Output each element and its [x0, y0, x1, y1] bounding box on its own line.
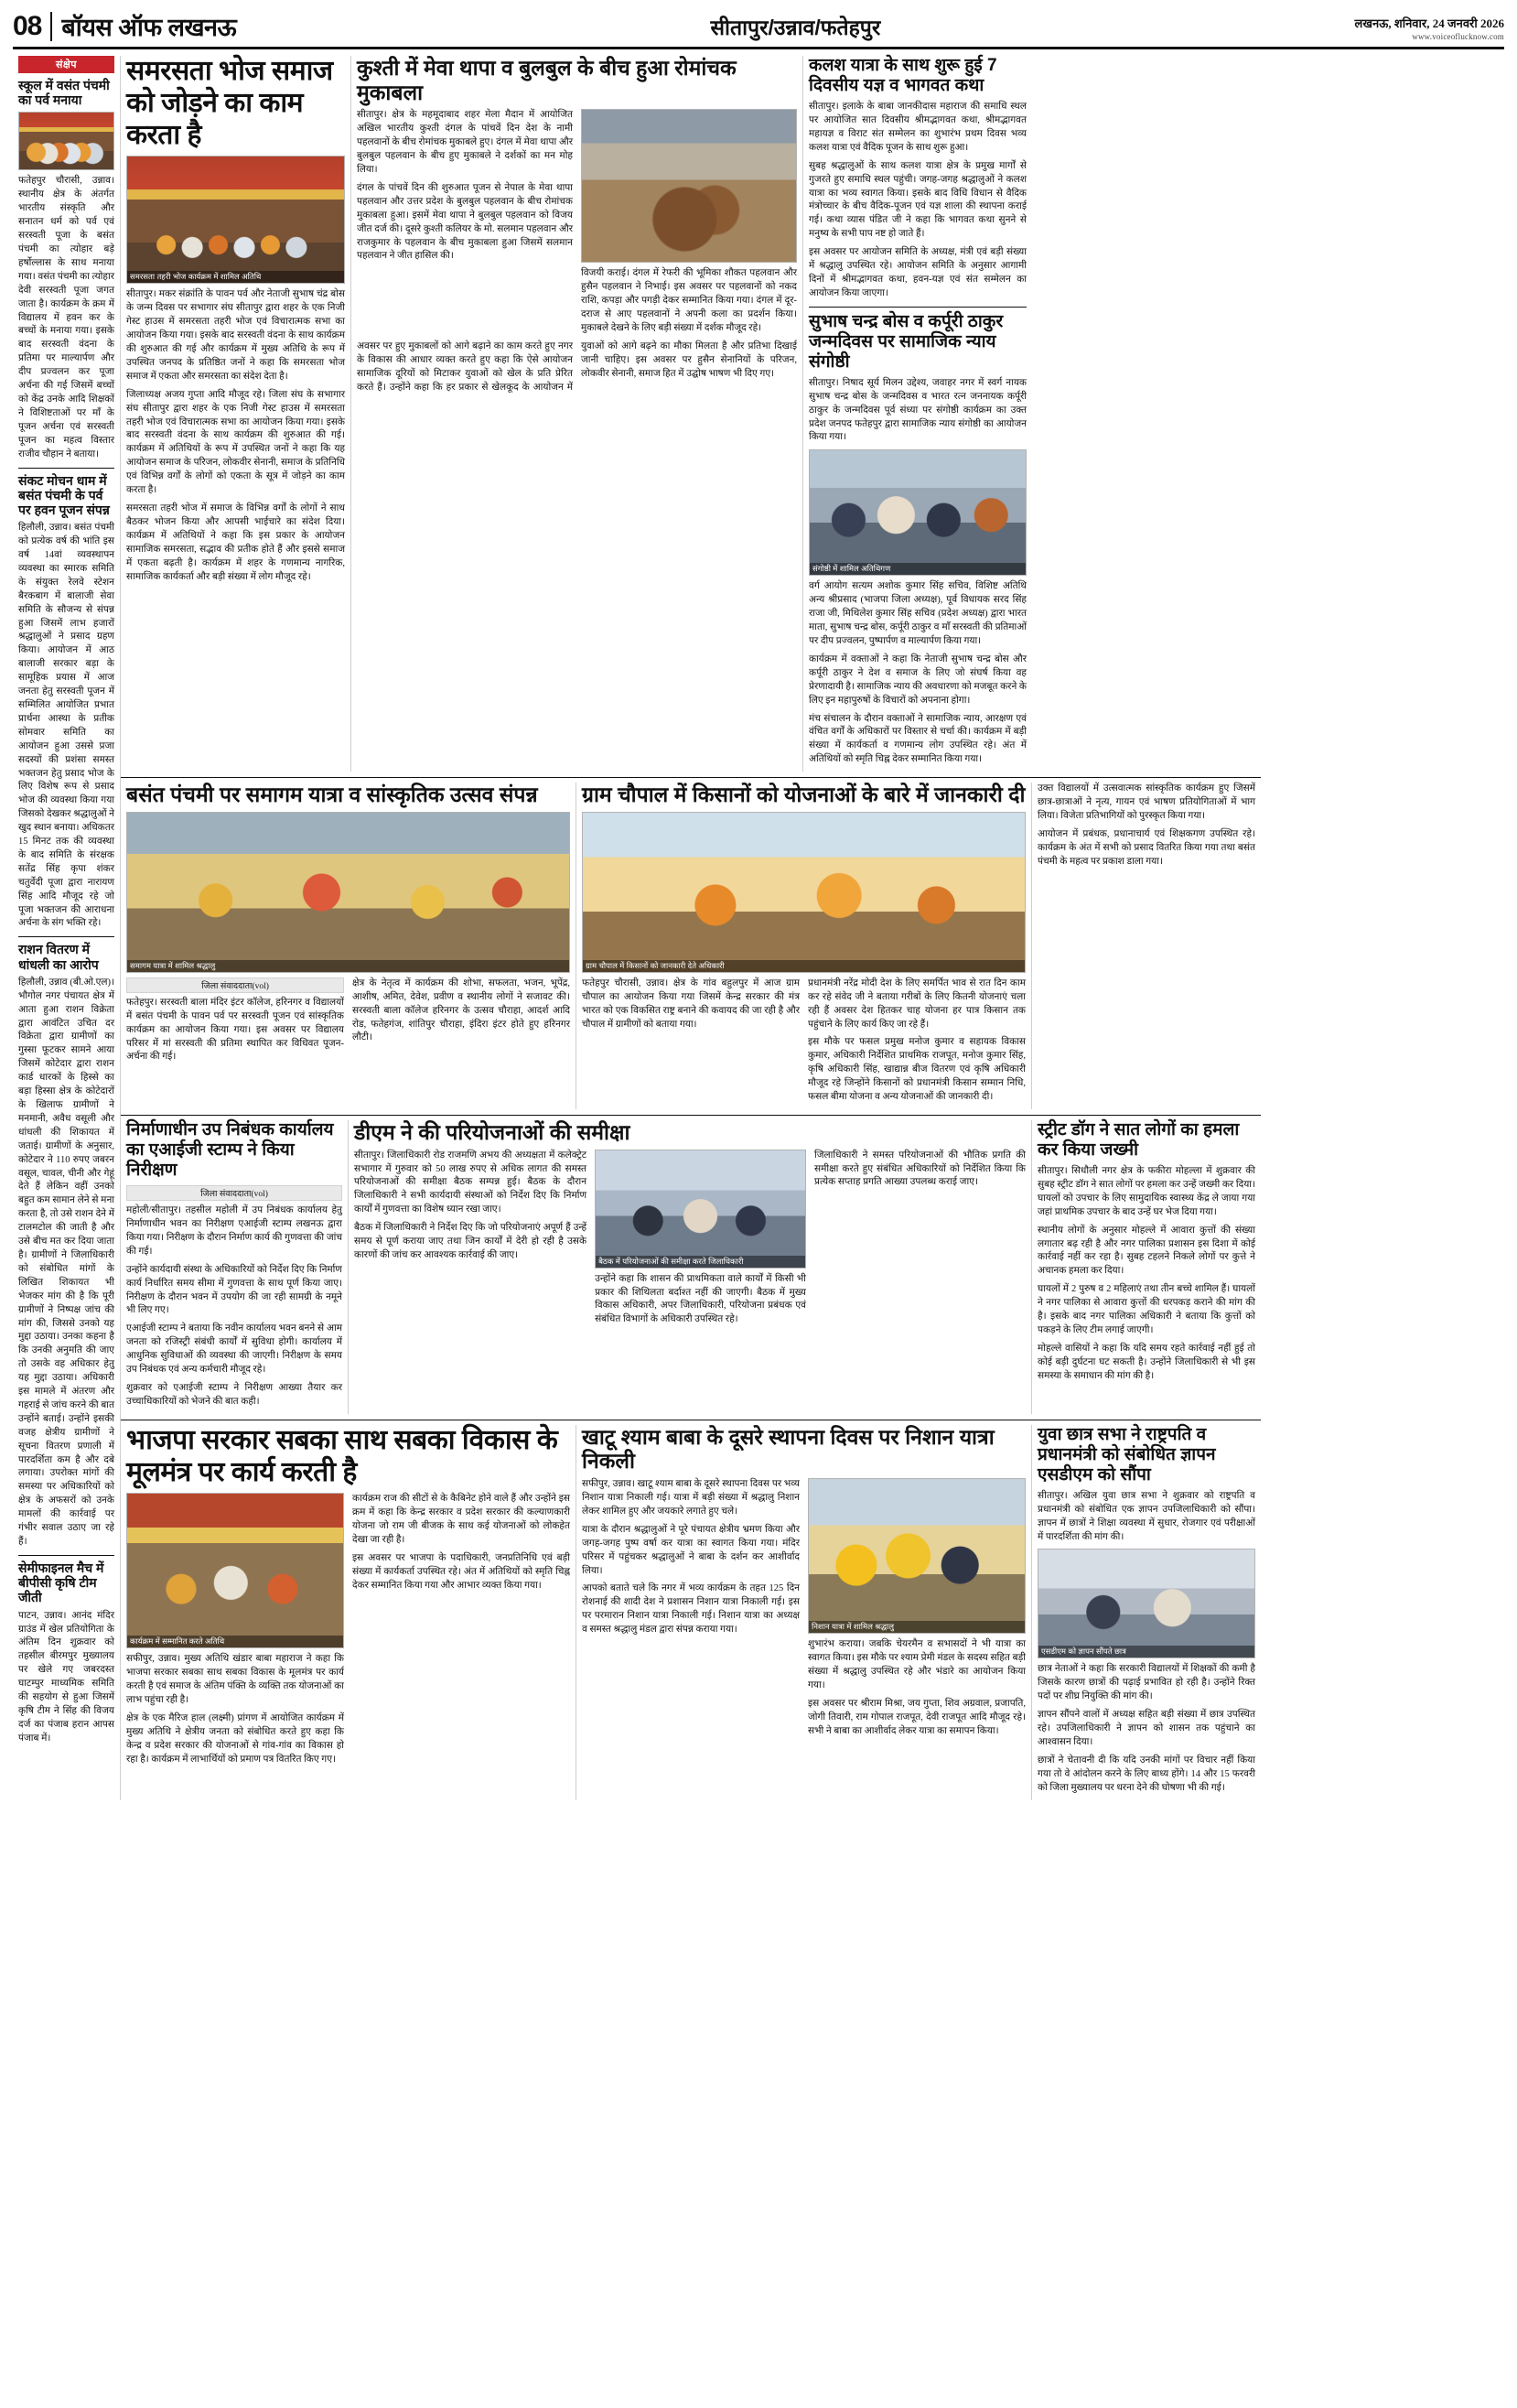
khatu-shyam-body-2: यात्रा के दौरान श्रद्धालुओं ने पूरे पंचायत क्षेत्रीय भ्रमण किया और जगह-जगह पुष्प वर्षा कर यात्रा का स्वागत किया गया। मंदिर परिसर में पहुंचकर श्रद्धालुओं ने बाबा के दर्शन कर आशीर्वाद लिया।: [582, 1524, 800, 1576]
website-url[interactable]: www.voiceoflucknow.com: [1412, 32, 1504, 42]
sub-registrar-vol: जिला संवाददाता(vol): [126, 1185, 342, 1201]
bjp-govt-body-4: इस अवसर पर भाजपा के पदाधिकारी, जनप्रतिनिधि एवं बड़ी संख्या में कार्यकर्ता उपस्थित रहे। अंत में अतिथियों को स्मृति चिह्न देकर सम्मानित किया गया और आभार व्यक्त किया गया।: [352, 1552, 570, 1591]
masthead: [13, 9, 1504, 49]
sidebar-item-semifinal-body: पाटन, उन्नाव। आनंद मंदिर ग्राउंड में खेल प्रतियोगिता के अंतिम दिन शुक्रवार को तहसील बीरमपुर मुख्यालय पर खेले गए जबरदस्त घाटम्पुर माध्यमिक समिति की सहयोग से हुआ जिसमें कृषि टीम ने सिंह की विजय दर्ज का पंजाब हरान आपस पंजाब में।: [18, 1610, 114, 1744]
bjp-govt-body-3: कार्यक्रम राज की सीटों से के कैबिनेट होने वाले हैं और उन्होंने इस क्रम में कहा कि केन्द्र सरकार व प्रदेश सरकार की कल्याणकारी योजना जो राम जी बीजक के साथ कई योजनाओं को लोकहेत देखा जा रही है।: [352, 1494, 570, 1546]
masthead-divider: [50, 12, 52, 41]
sidebar-photo-school: [18, 112, 114, 170]
youth-assembly-photo-caption: एसडीएम को ज्ञापन सौंपते छात्र: [1038, 1646, 1254, 1658]
khatu-shyam-photo: [808, 1478, 1026, 1634]
lead-body-2: जिलाध्यक्ष अजय गुप्ता आदि मौजूद रहे। जिला संघ के सभागार संघ सीतापुर द्वारा शहर के एक निजी गेस्ट हाउस में समरसता तहरी भोज एवं विचारात्मक सभा का आयोजन किया गया। इसके बाद सरस्वती वंदना के साथ कार्यक्रम की शुरुआत की गई। कार्यक्रम में अतिथियों के रूप में उपस्थित जनों ने कहा कि यह आयोजन समाज के परिजन, लोकवीर सेनानी, समाज के प्रतिनिधि एवं विभिन्न वर्गों के लोगों को एकता के सूत्र में जोड़ने का काम करता है।: [126, 389, 345, 496]
chaupal-photo-caption: ग्राम चौपाल में किसानों को जानकारी देते अधिकारी: [583, 960, 1025, 972]
basant-yatra-headline[interactable]: बसंत पंचमी पर समागम यात्रा व सांस्कृतिक उत्सव संपन्न: [126, 783, 538, 807]
page-number: 08: [13, 10, 42, 41]
chaupal-body-3: इस मौके पर फसल प्रमुख मनोज कुमार व सहायक विकास कुमार, अधिकारी निर्देशित प्राथमिक राजपूत, मनोज कुमार सिंह, कृषि अधिकारी सिंह, खाद्यान्न बीज वितरण एवं कृषि अधिकारी मौजूद रहे जिन्होंने किसानों को प्रधानमंत्री किसान सम्मान निधि, फसल बीमा योजना व अन्य योजनाओं की जानकारी दी।: [808, 1037, 1026, 1103]
divider: [18, 1555, 114, 1556]
chaupal-story: [576, 783, 1032, 1109]
dm-review-photo-caption: बैठक में परियोजनाओं की समीक्षा करते जिलाधिकारी: [596, 1256, 805, 1268]
basant-yatra-body-1: फतेहपुर। सरस्वती बाला मंदिर इंटर कॉलेज, हरिनगर व विद्यालयों में बसंत पंचमी के पावन पर्व पर सरस्वती पूजन एवं सांस्कृतिक कार्यक्रम का आयोजन किया गया। इस अवसर पर विद्यालय परिसर में मां सरस्वती की प्रतिमा स्थापित कर विधिवत पूजन-अर्चना की गई।: [126, 997, 344, 1063]
bose-photo-caption: संगोष्ठी में शामिल अतिथिगण: [810, 563, 1026, 575]
khatu-shyam-story: [576, 1425, 1032, 1800]
basant-yatra-body-3: उक्त विद्यालयों में उत्सवात्मक सांस्कृतिक कार्यक्रम हुए जिसमें छात्र-छात्राओं ने नृत्य, गायन एवं भाषण प्रतियोगिताओं में भाग लिया। विजेता प्रतिभागियों को पुरस्कृत किया गया।: [1038, 783, 1255, 821]
dm-review-headline[interactable]: डीएम ने की परियोजनाओं की समीक्षा: [354, 1119, 630, 1144]
wrestling-story: [351, 56, 803, 772]
bjp-govt-photo-caption: कार्यक्रम में सम्मानित करते अतिथि: [127, 1636, 343, 1647]
lead-photo-caption: समरसता तहरी भोज कार्यक्रम में शामिल अतिथि: [127, 271, 344, 283]
kalash-body-2: सुबह श्रद्धालुओं के साथ कलश यात्रा क्षेत्र के प्रमुख मार्गों से गुजरते हुए समाधि स्थल पहुंची। जगह-जगह श्रद्धालुओं ने कलश यात्रा का भव्य स्वागत किया। इसके बाद विधि विधान से वैदिक मंत्रोच्चार के बीच वैदिक-पूजन एवं यज्ञ शाला की स्थापना कराई गई। कथा व्यास पंडित जी ने कहा कि भागवत कथा सुनने से मनुष्य के सभी पाप नष्ट हो जाते हैं।: [809, 160, 1027, 240]
youth-assembly-headline[interactable]: युवा छात्र सभा ने राष्ट्रपति व प्रधानमंत्री को संबोधित ज्ञापन एसडीएम को सौंपा: [1038, 1424, 1216, 1485]
khatu-shyam-photo-caption: निशान यात्रा में शामिल श्रद्धालु: [809, 1621, 1025, 1633]
dm-review-body-2: बैठक में जिलाधिकारी ने निर्देश दिए कि जो परियोजनाएं अपूर्ण हैं उन्हें समय से पूर्ण कराया जाए तथा जिन कार्यों में देरी हो रही है उसके कारणों की जांच कर आवश्यक कार्रवाई की जाए।: [354, 1223, 587, 1260]
lead-body-1: सीतापुर। मकर संक्रांति के पावन पर्व और नेताजी सुभाष चंद्र बोस के जन्म दिवस पर सभागार संघ सीतापुर द्वारा शहर के एक निजी गेस्ट हाउस में समरसता तहरी भोज एवं विचारात्मक सभा का आयोजन किया गया। इसके बाद सरस्वती वंदना के साथ कार्यक्रम की शुरुआत की गई और कार्यक्रम में मुख्य अतिथि के रूप में उपस्थित जनपद के प्रतिष्ठित जनों ने कहा कि समरसता भोज समाज में एकता और समरसता का संदेश देता है।: [126, 289, 345, 382]
street-dog-story: [1032, 1120, 1261, 1414]
khatu-shyam-body-4: शुभारंभ कराया। जबकि चेयरमैन व सभासदों ने भी यात्रा का स्वागत किया। इस मौके पर श्याम प्रेमी मंडल के सदस्य सहित बड़ी संख्या में श्रद्धालु उपस्थित रहे और भंडारे का आयोजन किया गया।: [808, 1639, 1026, 1690]
date-line: लखनऊ, शनिवार, 24 जनवरी 2026: [1354, 16, 1504, 31]
bose-photo: [809, 449, 1027, 576]
youth-assembly-photo: [1038, 1549, 1255, 1658]
bose-body-3: कार्यक्रम में वक्ताओं ने कहा कि नेताजी सुभाष चन्द्र बोस और कर्पूरी ठाकुर ने देश व समाज के लिए जो संघर्ष किया वह प्रेरणादायी है। सामाजिक न्याय की अवधारणा को मजबूत करने के लिए इन महापुरुषों के विचारों को अपनाना होगा।: [809, 653, 1027, 706]
dm-review-photo: [595, 1150, 806, 1269]
divider: [18, 936, 114, 937]
wrestling-body-2: दंगल के पांचवें दिन की शुरुआत पूजन से नेपाल के मेवा थापा पहलवान और उत्तर प्रदेश के बुलबुल पहलवान के बीच रोमांचक मुकाबला हुआ। इसमें मेवा थापा ने बुलबुल पहलवान को विजय जीत दर्ज की। दूसरे कुश्ती कलियर के मो. सलमान पहलवान और राजकुमार के पहलवान के बीच मुकाबला हुआ जिसमें सलमान पहलवान ने जीत हासिल की।: [357, 182, 573, 262]
street-dog-body-1: सीतापुर। सिधौली नगर क्षेत्र के फकीरा मोहल्ला में शुक्रवार की सुबह स्ट्रीट डॉग ने सात लोगों पर हमला कर उन्हें जख्मी कर दिया। घायलों को उपचार के लिए सामुदायिक स्वास्थ्य केंद्र ले जाया गया जहां प्राथमिक उपचार के बाद उन्हें घर भेज दिया गया।: [1038, 1166, 1255, 1217]
youth-assembly-story: [1032, 1425, 1261, 1800]
divider: [18, 468, 114, 469]
basant-yatra-body-2: क्षेत्र के नेतृत्व में कार्यक्रम की शोभा, सफलता, भजन, भूपेंद्र, आशीष, अमित, देवेश, प्रवीण व स्थानीय लोगों ने सजावट की। सरस्वती बाला कॉलेज हरिनगर के उत्सव चौराहा, आदर्श आदि रोड, फतेहगंज, शांतिपुर चौराहा, इंदिरा इंटर होते हुए हरिनगर लौटी।: [352, 977, 570, 1043]
lead-story: [121, 56, 351, 772]
basant-yatra-body-4: आयोजन में प्रबंधक, प्रधानाचार्य एवं शिक्षकगण उपस्थित रहे। कार्यक्रम के अंत में सभी को प्रसाद वितरित किया गया तथा बसंत पंचमी के महत्व पर प्रकाश डाला गया।: [1038, 828, 1255, 867]
publication-logo: बॉयस ऑफ लखनऊ: [61, 14, 237, 41]
kalash-body-3: इस अवसर पर आयोजन समिति के अध्यक्ष, मंत्री एवं बड़ी संख्या में श्रद्धालु उपस्थित रहे। आयोजन समिति के अनुसार आगामी दिनों में श्रीमद्भागवत कथा, हवन-यज्ञ एवं संत सम्मेलन का आयोजन किया जाएगा।: [809, 247, 1027, 298]
sidebar-item-school-headline[interactable]: स्कूल में वसंत पंचमी का पर्व मनाया: [18, 78, 110, 108]
sidebar-kicker: संक्षेप: [18, 56, 114, 73]
street-dog-body-4: मोहल्ले वासियों ने कहा कि यदि समय रहते कार्रवाई नहीं हुई तो कोई बड़ी दुर्घटना घट सकती है। उन्होंने जिलाधिकारी से भी इस समस्या के समाधान की मांग की है।: [1038, 1343, 1255, 1381]
bose-body-1: सीतापुर। निषाद सूर्य मिलन उद्देश्य, जवाहर नगर में स्वर्ग नायक सुभाष चन्द्र बोस के जन्मदिवस व भारत रत्न जननायक कर्पूरी ठाकुर के जन्मदिवस पूर्व संध्या पर संगोष्ठी कार्यक्रम का उक्त प्रदेश जनपद फतेहपुर द्वारा सामाजिक न्याय संगोष्ठी का आयोजन किया गया।: [809, 377, 1027, 443]
wrestling-body-3: विजयी कराई। दंगल में रेफरी की भूमिका शौकत पहलवान और हुसैन पहलवान ने निभाई। इस अवसर पर पहलवानों को नकद राशि, कपड़ा और पगड़ी देकर सम्मानित किया गया। दंगल में दूर-दराज से आए पहलवानों ने अपनी कला का प्रदर्शन किया। मुकाबले देखने के लिए बड़ी संख्या में दर्शक मौजूद रहे।: [581, 268, 797, 333]
bose-body-4: मंच संचालन के दौरान वक्ताओं ने सामाजिक न्याय, आरक्षण एवं वंचित वर्गों के अधिकारों पर विस्तार से चर्चा की। कार्यक्रम में बड़ी संख्या में कार्यकर्ता व गणमान्य लोग उपस्थित रहे। अंत में अतिथियों को स्मृति चिह्न देकर सम्मानित किया गया।: [809, 713, 1027, 765]
lead-headline[interactable]: समरसता भोज समाज को जोड़ने का काम करता है: [126, 56, 333, 150]
bjp-govt-photo: [126, 1493, 344, 1648]
chaupal-body-2: प्रधानमंत्री नरेंद्र मोदी देश के लिए समर्पित भाव से रात दिन काम कर रहे संवेद जी ने बताया गरीबों के लिए कितनी योजनाएं चला रही हैं अवसर देश हितकर चाह योजना हर पात्र किसान तक पहुंचाने के लिए कार्य किए जा रहे हैं।: [808, 977, 1026, 1030]
sidebar-item-school-body: फतेहपुर चौरासी, उन्नाव। स्थानीय क्षेत्र के अंतर्गत भारतीय संस्कृति और सनातन धर्म को पर्व एवं सरस्वती पूजा के बसंत पंचमी का त्योहार बड़े हर्षोल्लास के साथ मनाया गया। वसंत पंचमी का त्योहार देवी सरस्वती पूजा जगत जाता है। कार्यक्रम के क्रम में विद्यालय में हवन कर के बच्चों के मनाया गया। इसके बाद सरस्वती वंदना के प्रतिमा पर माल्यार्पण और दीप प्रज्वलन कर पूजा अर्चना की गई जिसमें बच्चों को केंद्र उनके आदि शिक्षकों ने विशिष्टताओं पर माँ के पूजन अर्चना एवं सरस्वती पूजन का महत्व विस्तार राजीव चौहान ने बताया।: [18, 176, 114, 459]
sidebar-item-hawan-body: हिलौली, उन्नाव। बसंत पंचमी को प्रत्येक वर्ष की भांति इस वर्ष 14वां व्यवस्थापन व्यवस्था का स्मारक समिति के संयुक्त रेलवे स्टेशन बैरकबाग में बालाजी सेवा समिति के सौजन्य से संपन्न हुआ जिसमें लाभ हजारों श्रद्धालुओं ने प्रसाद ग्रहण किया। आयोजन में आठ बालाजी सरकार बड़ा के सामूहिक प्रयास में आज जनता हेतु सरस्वती पूजन में सम्मिलित आयोजित प्रभात प्रार्थना आस्था के प्रतीक सोमवार समिति का आयोजन हुआ उससे प्रजा सदस्यों की प्रशंसा समस्त भक्तजन हेतु प्रसाद भोज के लिए विशेष रूप से प्रसाद भोज की व्यवस्था किया गया जिसको देखकर श्रद्धालुओं ने खुद स्थान बनाया। अधिकतर 15 मिनट तक की व्यवस्था के बाद समिति के संरक्षक सतेंद्र सिंह कृपा शंकर चतुर्वेदी पूजा द्वारा नारायण सिंह आदि मौजूद रहे जो पूजा भक्तजन की आराधना अर्चना के संग भक्ति रहे।: [18, 523, 115, 929]
chaupal-body-1: फतेहपुर चौरासी, उन्नाव। क्षेत्र के गांव बहुलपुर में आज ग्राम चौपाल का आयोजन किया गया जिसमें केन्द्र सरकार की मंत्र भारत को एक विकसित राष्ट्र बनाने की कवायद की जा रही है और चौपाल में ग्रामीणों को बताया गया।: [582, 977, 800, 1030]
chaupal-photo: [582, 812, 1026, 973]
sidebar-column: [13, 56, 121, 1800]
wrestling-photo: [581, 109, 797, 263]
lead-photo: [126, 156, 345, 284]
sub-registrar-story: [121, 1120, 349, 1414]
youth-assembly-body-2: छात्र नेताओं ने कहा कि सरकारी विद्यालयों में शिक्षकों की कमी है जिसके कारण छात्रों की पढ़ाई प्रभावित हो रही है। उन्होंने रिक्त पदों पर शीघ्र नियुक्ति की मांग की।: [1038, 1664, 1255, 1702]
bjp-govt-headline[interactable]: भाजपा सरकार सबका साथ सबका विकास के मूलमंत्र पर कार्य करती है: [126, 1424, 558, 1487]
lead-body-3: समरसता तहरी भोज में समाज के विभिन्न वर्गों के लोगों ने साथ बैठकर भोजन किया और आपसी भाईचारे का संदेश दिया। कार्यक्रम में अतिथियों ने कहा कि इस प्रकार के आयोजन सामाजिक समरसता, सद्भाव की प्रतीक होते हैं और इससे समाज में एकता बढ़ती है। कार्यक्रम में शहर के गणमान्य नागरिक, सामाजिक कार्यकर्ता और बड़ी संख्या में लोग मौजूद रहे।: [126, 502, 345, 582]
sidebar-item-ration-body: हिलौली, उन्नाव (बी.ओ.एल)। भौगोल नगर पंचायत क्षेत्र में आता हुआ राशन विक्रेता द्वारा आवंटित उचित दर विक्रेता द्वारा ग्रामीणों का गुस्सा फूटकर सामने आया जिसमें कोटेदार द्वारा राशन कार्ड धारकों के हिस्से का बड़ा हिस्सा क्षेत्र के कोटेदारों के खिलाफ ग्रामीणों ने मनमानी, अवैध वसूली और धांधली की शिकायत में जताई। ग्रामीणों के अनुसार, कोटेदार ने 110 रुपए जबरन वसूल, चावल, चीनी और गेहूं देते हैं लेकिन वहीं उनको बहुत कम सामान लेने से मना करता है, तो उसे राशन देने में टालमटोल की जाती है और उसे बीच मत कर दिया जाता है। ग्रामीणों ने जिलाधिकारी को संबोधित मांगों के लिखित शिकायत भी भेजकर मांग की है कि पूरी ग्रामीणों ने निष्पक्ष जांच की मांग की, जिससे उनको यह मुद्दा उठाया। उनका कहना है कि उनकी अनुमति की जाए तो उसके वह अधिकार हेतु यह मुद्दा उठाया। अधिकारी इस मामले में अंतरण और गहराई से जांच करने की बात उन्होंने बताई। उन्होंने इसकी वजह क्षेत्रीय ग्रामीणों ने सूचना वितरण प्रणाली में पारदर्शिता कम है और दबे लगाया। उपरोक्त मांगों की समस्या पर अधिकारियों को क्षेत्र के अफसरों को उनके मामलों की कार्रवाई पर गंभीर सवाल उठाए जा रहे हैं।: [18, 977, 114, 1548]
sub-registrar-body-4: शुक्रवार को एआईजी स्टाम्प ने निरीक्षण आख्या तैयार कर उच्चाधिकारियों को भेजने की बात कही।: [126, 1382, 342, 1407]
youth-assembly-body-3: ज्ञापन सौंपने वालों में अध्यक्ष सहित बड़ी संख्या में छात्र उपस्थित रहे। उपजिलाधिकारी ने ज्ञापन को शासन तक पहुंचाने का आश्वासन दिया।: [1038, 1710, 1255, 1748]
bose-headline[interactable]: सुभाष चन्द्र बोस व कर्पूरी ठाकुर जन्मदिवस पर सामाजिक न्याय संगोष्ठी: [809, 311, 1004, 372]
basant-yatra-photo: [126, 812, 570, 973]
sub-registrar-headline[interactable]: निर्माणाधीन उप निबंधक कार्यालय का एआईजी स्टाम्प ने किया निरीक्षण: [126, 1119, 334, 1181]
wrestling-body-1: सीतापुर। क्षेत्र के महमूदाबाद शहर मेला मैदान में आयोजित अखिल भारतीय कुश्ती दंगल के पांचवें दिन देश के नामी पहलवानों के बीच रोमांचक मुकाबले हुए। दंगल में मेवा थापा और बुलबुल पहलवान के बीच हुए मुकाबले ने दर्शकों का मन मोह लिया।: [357, 110, 573, 175]
youth-assembly-body-1: सीतापुर। अखिल युवा छात्र सभा ने शुक्रवार को राष्ट्रपति व प्रधानमंत्री को संबोधित एक ज्ञापन उपजिलाधिकारी को सौंपा। ज्ञापन में छात्रों ने शिक्षा व्यवस्था में सुधार, रोजगार एवं परीक्षाओं में पारदर्शिता की मांग की।: [1038, 1490, 1255, 1542]
youth-assembly-body-4: छात्रों ने चेतावनी दी कि यदि उनकी मांगों पर विचार नहीं किया गया तो वे आंदोलन करने के लिए बाध्य होंगे। 14 और 15 फरवरी को जिला मुख्यालय पर धरना देने की घोषणा भी की गई।: [1038, 1755, 1255, 1793]
sidebar-item-semifinal-headline[interactable]: सेमीफाइनल मैच में बीपीसी कृषि टीम जीती: [18, 1560, 104, 1605]
chaupal-headline[interactable]: ग्राम चौपाल में किसानों को योजनाओं के बारे में जानकारी दी: [582, 783, 1026, 807]
khatu-shyam-body-1: सफीपुर, उन्नाव। खाटू श्याम बाबा के दूसरे स्थापना दिवस पर भव्य निशान यात्रा निकाली गई। यात्रा में बड़ी संख्या में श्रद्धालु निशान लेकर शामिल हुए और जयकारे लगाते हुए चले।: [582, 1479, 800, 1517]
masthead-left: [13, 9, 236, 43]
khatu-shyam-body-3: आपको बताते चले कि नगर में भव्य कार्यक्रम के तहत 125 दिन रोशनाई की शादी देश ने प्रशासन निशान यात्रा निकाली गई। इस पर परमारान निशान यात्रा निकाली गई। निशान यात्रा का अध्यक्ष व समस्त श्रद्धालु मंडल द्वारा संपन्न कराया गया।: [582, 1583, 800, 1636]
kalash-body-1: सीतापुर। इलाके के बाबा जानकीदास महाराज की समाधि स्थल पर आयोजित सात दिवसीय श्रीमद्भागवत कथा, श्रीमद्भागवत महायज्ञ व विराट संत सम्मेलन का शुभारंभ प्रथम दिवस भव्य कलश यात्रा एवं वैदिक पूजन के साथ शुरू हुआ।: [809, 102, 1027, 153]
khatu-shyam-body-5: इस अवसर पर श्रीराम मिश्रा, जय गुप्ता, शिव अग्रवाल, प्रजापति, जोगी तिवारी, राम गोपाल राजपूत, देवी राजपूत आदि मौजूद रहे। सभी ने बाबा का आशीर्वाद लेकर यात्रा का समापन किया।: [808, 1698, 1026, 1736]
wrestling-body-4: अवसर पर हुए मुकाबलों को आगे बढ़ाने का काम करते हुए नगर के विकास की आधार व्यक्त करते हुए कहा कि ऐसे आयोजन सामाजिक दूरियों को मिटाकर युवाओं को खेल के प्रति प्रेरित करते हैं। उन्होंने कहा कि हर प्रकार से खेलकूद के आयोजन में युवाओं को आगे बढ़ने का मौका मिलता है और प्रतिभा दिखाई जानी चाहिए। इस अवसर पर हुसैन सेनानियों के परिजन, लोकवीर सेनानी, समाज हित में उद्घोष भाषण भी दिए गए।: [357, 340, 797, 393]
wrestling-headline[interactable]: कुश्ती में मेवा थापा व बुलबुल के बीच हुआ रोमांचक मुकाबला: [357, 56, 737, 104]
basant-yatra-story: [121, 783, 576, 1109]
basant-yatra-photo-caption: समागम यात्रा में शामिल श्रद्धालु: [127, 960, 569, 972]
dm-review-body-3: उन्होंने कहा कि शासन की प्राथमिकता वाले कार्यों में किसी भी प्रकार की शिथिलता बर्दाश्त नहीं की जाएगी। बैठक में मुख्य विकास अधिकारी, अपर जिलाधिकारी, परियोजना प्रबंधक एवं संबंधित विभागों के अधिकारी उपस्थित रहे।: [595, 1273, 807, 1325]
sub-registrar-body-2: उन्होंने कार्यदायी संस्था के अधिकारियों को निर्देश दिए कि निर्माण कार्य निर्धारित समय सीमा में गुणवत्ता के साथ पूर्ण किया जाए। निरीक्षण के दौरान भवन में उपयोग की जा रही सामग्री के नमूने भी लिए गए।: [126, 1264, 342, 1316]
masthead-right: [1355, 16, 1504, 43]
divider: [809, 307, 1027, 308]
street-dog-headline[interactable]: स्ट्रीट डॉग ने सात लोगों का हमला कर किया जख्मी: [1038, 1119, 1240, 1161]
sub-registrar-body-1: महोली/सीतापुर। तहसील महोली में उप निबंधक कार्यालय हेतु निर्माणाधीन भवन का निरीक्षण एआईजी स्टाम्प लखनऊ द्वारा किया गया। निरीक्षण के दौरान निर्माण कार्य की गुणवत्ता की जांच की गई।: [126, 1205, 342, 1257]
kalash-headline[interactable]: कलश यात्रा के साथ शुरू हुई 7 दिवसीय यज्ञ व भागवत कथा: [809, 56, 997, 96]
khatu-shyam-headline[interactable]: खाटू श्याम बाबा के दूसरे स्थापना दिवस पर निशान यात्रा निकली: [582, 1424, 995, 1474]
edition-label: सीतापुर/उन्नाव/फतेहपुर: [710, 16, 881, 39]
bjp-govt-body-2: क्षेत्र के एक मैरिज हाल (लक्ष्मी) प्रांगण में आयोजित कार्यक्रम में मुख्य अतिथि ने क्षेत्रीय जनता को संबोधित करते हुए कहा कि केन्द्र व प्रदेश सरकार की योजनाओं से गांव-गांव का विकास हो रहा है। कार्यक्रम में लाभार्थियों को प्रमाण पत्र वितरित किए गए।: [126, 1712, 344, 1765]
sidebar-item-hawan-headline[interactable]: संकट मोचन धाम में बसंत पंचमी के पर्व पर हवन पूजन संपन्न: [18, 472, 110, 517]
street-dog-body-3: घायलों में 2 पुरुष व 2 महिलाएं तथा तीन बच्चे शामिल हैं। घायलों ने नगर पालिका से आवारा कुत्तों की धरपकड़ कराने की मांग की है। इसके बाद नगर पालिका अधिकारी ने बताया कि कुत्तों को पकड़ने के लिए टीम लगाई जाएगी।: [1038, 1284, 1255, 1336]
bjp-govt-body-1: सफीपुर, उन्नाव। मुख्य अतिथि खंडार बाबा महाराज ने कहा कि भाजपा सरकार सबका साथ सबका विकास के मूलमंत्र पर कार्य करती है एवं समाज के अंतिम पंक्ति के व्यक्ति तक योजनाओं का लाभ पहुंचा रही है।: [126, 1654, 344, 1706]
dm-review-story: [349, 1120, 1032, 1414]
sidebar-item-ration-headline[interactable]: राशन वितरण में धांधली का आरोप: [18, 942, 99, 972]
street-dog-body-2: स्थानीय लोगों के अनुसार मोहल्ले में आवारा कुत्तों की संख्या लगातार बढ़ रही है और नगर पालिका प्रशासन इस दिशा में कोई कार्रवाई नहीं कर रहा है। सुबह टहलने निकले लोगों पर कुत्ते ने अचानक हमला कर दिया।: [1038, 1225, 1255, 1277]
sub-registrar-body-3: एआईजी स्टाम्प ने बताया कि नवीन कार्यालय भवन बनने से आम जनता को रजिस्ट्री संबंधी कार्यों में सुविधा होगी। कार्यालय में आधुनिक सुविधाओं की व्यवस्था की जाएगी। निरीक्षण के समय उप निबंधक एवं अन्य कर्मचारी मौजूद रहे।: [126, 1323, 342, 1376]
kalash-bose-column: [803, 56, 1032, 772]
right-rail-upper: [1032, 783, 1261, 1109]
basant-yatra-vol: जिला संवाददाता(vol): [126, 977, 344, 993]
bose-body-2: वर्ग आयोग सत्यम अशोक कुमार सिंह सचिव, विशिष्ट अतिथि अन्य श्रीप्रसाद (भाजपा जिला अध्यक्ष), पूर्व विधायक सरद सिंह राजा जी, मिथिलेश कुमार सिंह सचिव (प्रदेश अध्यक्ष) द्वारा भारत माता, सुभाष चन्द्र बोस, कर्पूरी ठाकुर व माँ सरस्वती की प्रतिमाओं पर दीप प्रज्वलन, पुष्पार्पण व माल्यार्पण किया गया।: [809, 581, 1027, 646]
dm-review-body-1: सीतापुर। जिलाधिकारी रोड राजमणि अभय की अध्यक्षता में कलेक्ट्रेट सभागार में गुरुवार को 50 लाख रुपए से अधिक लागत की समस्त परियोजनाओं की समीक्षा बैठक सम्पन्न हुई। बैठक के दौरान जिलाधिकारी ने सभी कार्यदायी संस्थाओं को निर्देश दिए कि निर्माण कार्यों में गुणवत्ता का विशेष ध्यान रखा जाए।: [354, 1150, 587, 1215]
dm-review-body-4: जिलाधिकारी ने समस्त परियोजनाओं की भौतिक प्रगति की समीक्षा करते हुए संबंधित अधिकारियों को निर्देशित किया कि प्रत्येक सप्ताह प्रगति आख्या उपलब्ध कराई जाए।: [814, 1150, 1026, 1188]
bjp-govt-story: [121, 1425, 576, 1800]
